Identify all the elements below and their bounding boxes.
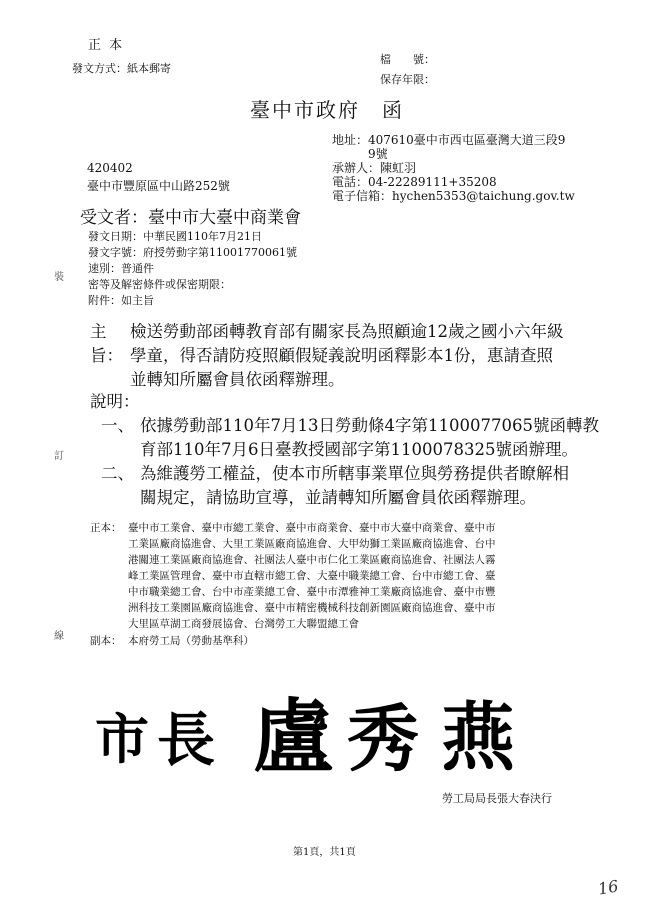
send-method: 發文方式：紙本郵寄 bbox=[72, 62, 171, 75]
document-number: 發文字號：府授勞動字第11001770061號 bbox=[88, 246, 297, 259]
item-line: 依據勞動部110年7月13日勞動條4字第1100077065號函轉教 bbox=[140, 416, 599, 435]
explanation-item bbox=[90, 462, 630, 510]
main-recipients-line: 峰工業區管理會、臺中市直轄市總工會、大臺中職業總工會、台中市總工會、臺 bbox=[128, 570, 496, 582]
speed: 速別：普通件 bbox=[88, 262, 154, 275]
copy-mark: 正 本 bbox=[88, 38, 125, 53]
file-number-label: 檔 號： bbox=[380, 53, 435, 66]
binding-mark-zhuang: 裝 bbox=[54, 272, 64, 283]
signature-char: 燕 bbox=[441, 695, 515, 781]
subject-section bbox=[90, 320, 630, 392]
item-line: 關規定，請協助宣導，並請轉知所屬會員依函釋辦理。 bbox=[140, 488, 536, 507]
sender-address: 地址：407610臺中市西屯區臺灣大道三段9 bbox=[332, 133, 566, 147]
recipient: 受文者：臺中市大臺中商業會 bbox=[80, 208, 301, 228]
meta-block bbox=[88, 229, 297, 309]
signature-char: 秀 bbox=[347, 696, 420, 781]
explanation-label: 說明： bbox=[90, 392, 140, 411]
item-number: 一、 bbox=[101, 416, 134, 435]
binding-mark-ding: 訂 bbox=[54, 451, 64, 462]
binding-mark-xian: 線 bbox=[54, 631, 64, 642]
explanation-section bbox=[90, 390, 630, 510]
distribution-section bbox=[90, 520, 630, 649]
item-number: 二、 bbox=[101, 464, 134, 483]
attachment: 附件：如主旨 bbox=[88, 294, 154, 307]
main-recipients-label: 正本： bbox=[90, 522, 122, 534]
phone: 電話：04-22289111+35208 bbox=[332, 175, 497, 189]
item-line: 育部110年7月6日臺教授國部字第1100078325號函辦理。 bbox=[140, 440, 578, 459]
item-line: 為維護勞工權益，使本市所轄事業單位與勞務提供者瞭解相 bbox=[140, 464, 569, 483]
subject-line: 並轉知所屬會員依函釋辦理。 bbox=[130, 370, 345, 389]
secrecy: 密等及解密條件或保密期限： bbox=[88, 278, 231, 291]
copy-recipients: 本府勞工局（勞動基準科） bbox=[128, 635, 254, 647]
sender-address-cont: 9號 bbox=[368, 147, 388, 161]
main-recipients-line: 大里區草湖工商發展協會、台灣勞工大聯盟總工會 bbox=[128, 618, 359, 630]
handler: 承辦人：陳虹羽 bbox=[332, 161, 417, 175]
page-number: 第1頁，共1頁 bbox=[293, 847, 356, 858]
recipient-postal-code: 420402 bbox=[87, 161, 133, 175]
main-recipients-line: 中市職業總工會、台中市產業總工會、臺中市潭雅神工業廠商協進會、臺中市豐 bbox=[128, 586, 496, 598]
explanation-item bbox=[90, 414, 630, 462]
signature-char: 長 bbox=[157, 706, 216, 774]
copy-recipients-label: 副本： bbox=[90, 635, 122, 647]
main-recipients-line: 臺中市工業會、臺中市總工業會、臺中市商業會、臺中市大臺中商業會、臺中市 bbox=[128, 522, 496, 534]
subject-line: 學童，得否請防疫照顧假疑義說明函釋影本1份，惠請查照 bbox=[130, 346, 553, 365]
main-recipients-line: 工業區廠商協進會、大里工業區廠商協進會、大甲幼獅工業區廠商協進會、台中 bbox=[128, 538, 496, 550]
recipient-address: 臺中市豐原區中山路252號 bbox=[87, 179, 230, 193]
main-recipients-line: 洲科技工業園區廠商協進會、臺中市精密機械科技創新園區廠商協進會、臺中市 bbox=[128, 602, 496, 614]
main-recipients-line: 港關連工業區廠商協進會、社團法人臺中市仁化工業區廠商協進會、社團法人霧 bbox=[128, 554, 496, 566]
email: 電子信箱：hychen5353@taichung.gov.tw bbox=[332, 189, 575, 203]
issue-date: 發文日期：中華民國110年7月21日 bbox=[88, 230, 262, 243]
delegation-note: 勞工局局長張大春決行 bbox=[442, 792, 552, 805]
document-title: 臺中市政府 函 bbox=[250, 98, 404, 122]
retention-label: 保存年限： bbox=[380, 73, 435, 86]
signature-char: 市 bbox=[95, 707, 149, 771]
sender-contact bbox=[332, 133, 575, 203]
subject-line: 檢送勞動部函轉教育部有關家長為照顧逾12歲之國小六年級 bbox=[130, 322, 564, 341]
mayor-signature bbox=[85, 665, 565, 784]
subject-label: 主旨： bbox=[90, 322, 123, 365]
signature-char: 盧 bbox=[253, 690, 333, 784]
handwritten-mark: 16 bbox=[596, 876, 620, 899]
